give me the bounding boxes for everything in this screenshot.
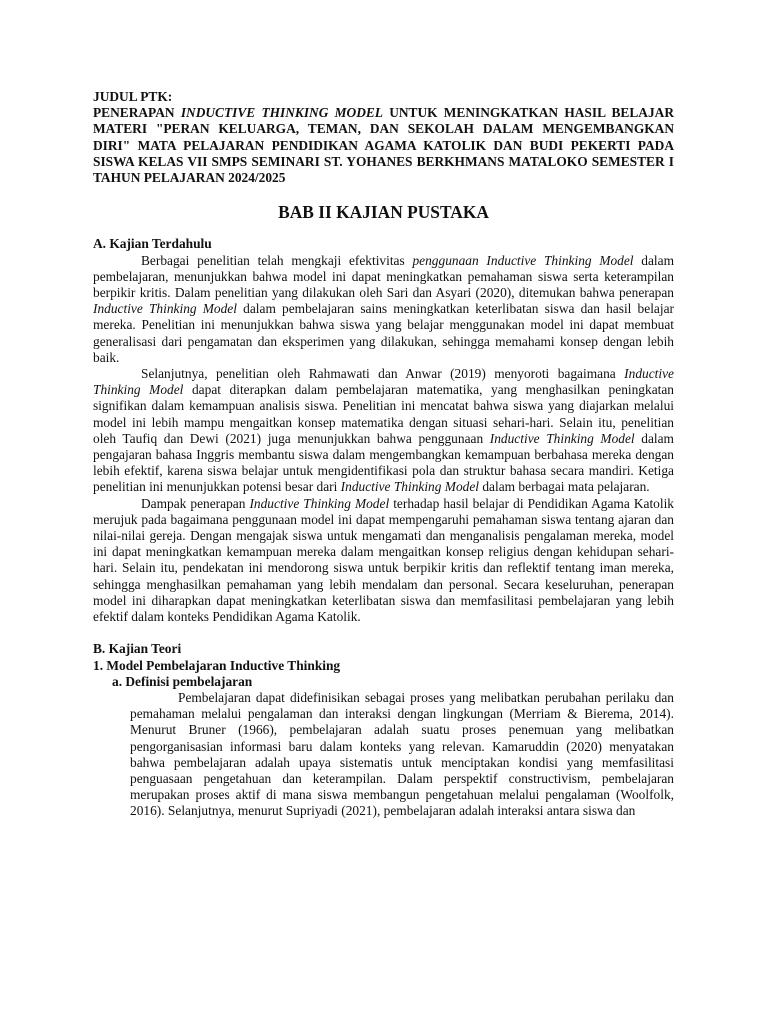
section-b-heading: B. Kajian Teori — [93, 641, 182, 657]
paragraph-a2: Selanjutnya, penelitian oleh Rahmawati dan Anwar (2019) menyoroti bagaimana Inductive Thinking Model dapat diterapkan dalam pembelajaran matematika, yang menghasilkan peningkatan signifikan dalam kemampuan analisis siswa. Penelitian ini mencatat bahwa siswa yang diajarkan melalui model ini lebih mampu mengaitkan konsep matematika dengan situasi sehari-hari. Selain itu, penelitian oleh Taufiq dan Dewi (2021) juga menunjukkan bahwa penggunaan Inductive Thinking Model dalam pengajaran bahasa Inggris membantu siswa dalam mengembangkan kemampuan berbahasa mereka dengan lebih efektif, karena siswa belajar untuk mengidentifikasi pola dan struktur bahasa secara mandiri. Ketiga penelitian ini menunjukkan potensi besar dari Inductive Thinking Model dalam berbagai mata pelajaran. — [93, 366, 674, 495]
section-spacer — [93, 625, 674, 641]
paragraph-b1: Pembelajaran dapat didefinisikan sebagai proses yang melibatkan perubahan perilaku dan pemahaman melalui pengalaman dan interaksi dengan lingkungan (Merriam & Bierema, 2014). Menurut Bruner (1966), pembelajaran adalah suatu proses penemuan yang melibatkan pengorganisasian informasi baru dalam konteks yang relevan. Kamaruddin (2020) menyatakan bahwa pembelajaran adalah upaya sistematis untuk menciptakan kondisi yang memfasilitasi penguasaan pengetahuan dan keterampilan. Dalam perspektif constructivism, pembelajaran merupakan proses aktif di mana siswa membangun pengetahuan melalui pengalaman (Woolfolk, 2016). Selanjutnya, menurut Supriyadi (2021), pembelajaran adalah interaksi antara siswa dan — [130, 689, 674, 819]
title-label: JUDUL PTK: — [93, 89, 173, 104]
paragraph-a3: Dampak penerapan Inductive Thinking Model terhadap hasil belajar di Pendidikan Agama Katolik merujuk pada bagaimana penggunaan model ini dapat mempengaruhi pemahaman siswa tentang ajaran dan nilai-nilai gereja. Dengan mengajak siswa untuk mengamati dan menganalisis pengalaman mereka, model ini dapat meningkatkan kemampuan mereka dalam mengaitkan konsep religius dengan kehidupan sehari-hari. Selain itu, pendekatan ini mendorong siswa untuk berpikir kritis dan reflektif tentang iman mereka, sehingga menghasilkan pemahaman yang lebih mendalam dan personal. Secara keseluruhan, penerapan model ini diharapkan dapat meningkatkan keterlibatan siswa dan memfasilitasi pembelajaran yang lebih efektif dalam konteks Pendidikan Agama Katolik. — [93, 495, 674, 625]
paragraph-a1: Berbagai penelitian telah mengkaji efektivitas penggunaan Inductive Thinking Model dalam pembelajaran, menunjukkan bahwa model ini dapat meningkatkan pemahaman siswa serta keterampilan berpikir kritis. Dalam penelitian yang dilakukan oleh Sari dan Asyari (2020), ditemukan bahwa penerapan Inductive Thinking Model dalam pembelajaran sains meningkatkan keterlibatan siswa dan hasil belajar mereka. Penelitian ini menunjukkan bahwa siswa yang belajar menggunakan model ini dapat membuat generalisasi dari pengamatan dan eksperimen yang dilakukan, sehingga memahami konsep dengan lebih baik. — [93, 252, 674, 365]
subsection-1-heading: 1. Model Pembelajaran Inductive Thinking — [93, 657, 341, 673]
title-block — [93, 89, 674, 186]
document-content — [93, 89, 674, 820]
title-text-italic: INDUCTIVE THINKING MODEL — [180, 105, 383, 121]
subsection-1a-heading: a. Definisi pembelajaran — [112, 673, 253, 689]
title-text-end: UNTUK MENINGKATKAN HASIL BELAJAR MATERI "PERAN KELUARGA, TEMAN, DAN SEKOLAH DALAM MENGEMBANGKAN DIRI" MATA PELAJARAN PENDIDIKAN AGAMA KATOLIK DAN BUDI PEKERTI PADA SISWA KELAS VII SMPS SEMINARI ST. YOHANES BERKHMANS MATALOKO SEMESTER I TAHUN PELAJARAN 2024/2025 — [93, 105, 674, 186]
chapter-heading: BAB II KAJIAN PUSTAKA — [278, 202, 489, 223]
section-a-heading: A. Kajian Terdahulu — [93, 236, 212, 252]
title-text-start: PENERAPAN — [93, 105, 181, 121]
